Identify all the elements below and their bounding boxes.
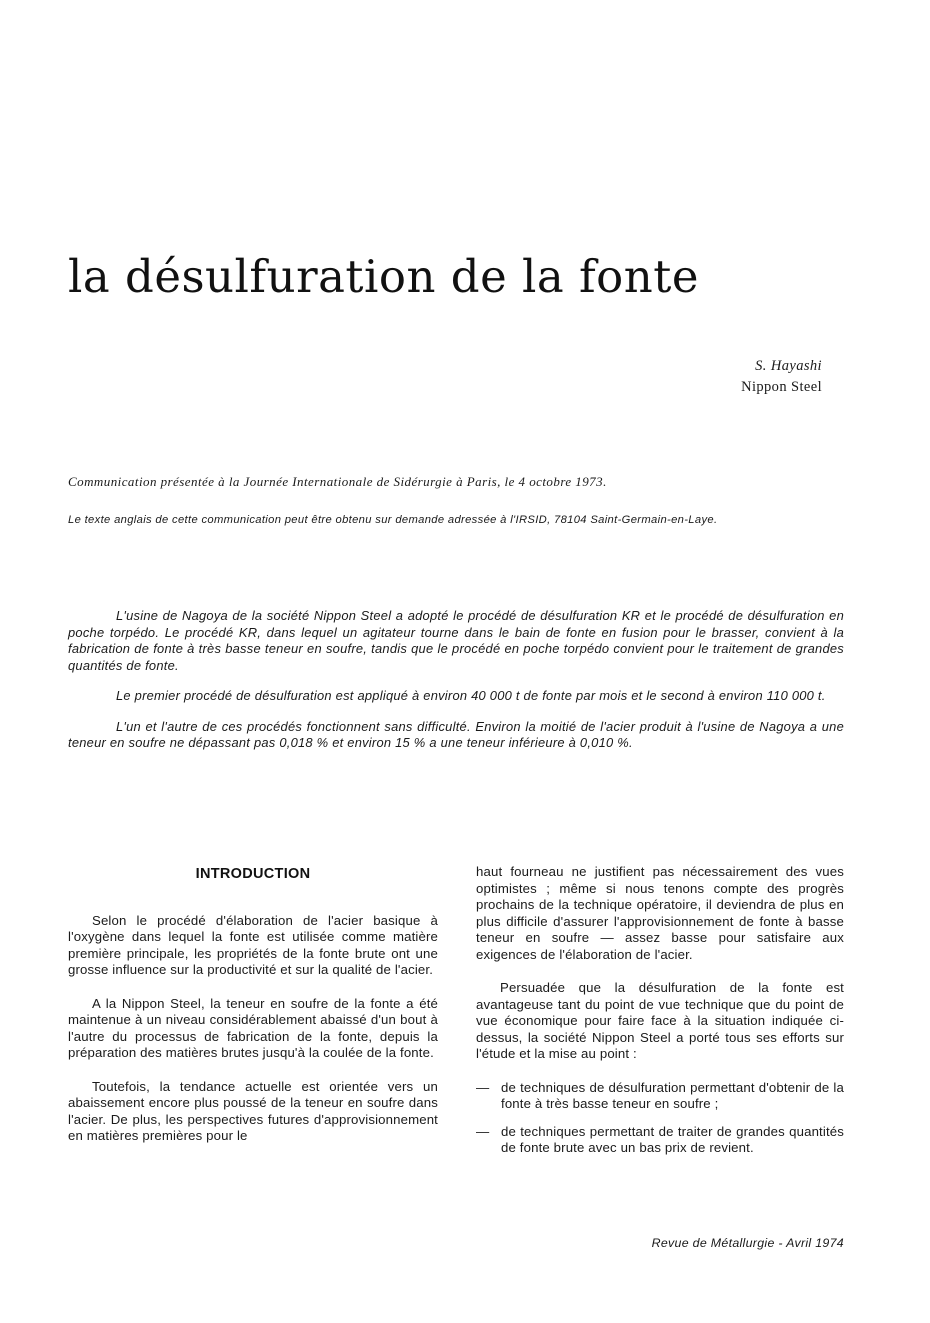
body-paragraph: Toutefois, la tendance actuelle est orientée vers un abaissement encore plus poussé de la teneur en soufre dans l'acier. De plus, les perspectives futures d'approvisionnement en matières premières pour le bbox=[68, 1078, 438, 1143]
dash-marker: — bbox=[476, 1079, 490, 1095]
body-paragraph: Selon le procédé d'élaboration de l'acier basique à l'oxygène dans lequel la fonte est utilisée comme matière première principale, les propriétés de la fonte brute ont une grosse influence sur la productivité et sur la qualité de l'acier. bbox=[68, 912, 438, 977]
abstract-paragraph: Le premier procédé de désulfuration est appliqué à environ 40 000 t de fonte par mois et le second à environ 110 000 t. bbox=[116, 688, 826, 703]
objectives-list bbox=[476, 1080, 844, 1157]
abstract-paragraph: L'un et l'autre de ces procédés fonctionnent sans difficulté. Environ la moitié de l'acier produit à l'usine de Nagoya a une teneur en soufre ne dépassant pas 0,018 % et environ 15 % a une teneur inférieure à 0,010 %. bbox=[68, 718, 844, 750]
body-paragraph-continuation: haut fourneau ne justifient pas nécessairement des vues optimistes ; même si nous tenons compte des progrès prochains de la technique opératoire, il deviendra de plus en plus difficile d'assurer l'approvisionnement de fonte à basse teneur en soufre — assez basse pour satisfaire aux exigences de l'élaboration de l'acier. bbox=[476, 864, 844, 962]
list-item-text: de techniques de désulfuration permettant d'obtenir de la fonte à très basse teneur en soufre ; bbox=[501, 1079, 844, 1111]
list-item bbox=[476, 1080, 844, 1113]
body-paragraph: Persuadée que la désulfuration de la fonte est avantageuse tant du point de vue technique que du point de vue économique pour faire face à la situation indiquée ci-dessus, la société Nippon Steel a porté tous ses efforts sur l'étude et la mise au point : bbox=[476, 980, 844, 1061]
section-heading-introduction: INTRODUCTION bbox=[195, 866, 311, 882]
list-item bbox=[476, 1124, 844, 1157]
right-column bbox=[476, 864, 844, 1168]
author-name: S. Hayashi bbox=[755, 358, 822, 374]
author-block bbox=[741, 356, 822, 398]
abstract-paragraph: L'usine de Nagoya de la société Nippon Steel a adopté le procédé de désulfuration KR et le procédé de désulfuration en poche torpédo. Le procédé KR, dans lequel un agitateur tourne dans le bain de fonte en fusion pour le brasser, convient à la fabrication de fonte à très basse teneur en soufre, tandis que le procédé en poche torpédo convient pour le traitement de grandes quantités de fonte. bbox=[68, 608, 844, 673]
body-paragraph: A la Nippon Steel, la teneur en soufre de la fonte a été maintenue à un niveau considérablement abaissé d'un bout à l'autre du processus de fabrication de la fonte, depuis la préparation des matières brutes jusqu'à la coulée de la fonte. bbox=[68, 995, 438, 1060]
journal-footer: Revue de Métallurgie - Avril 1974 bbox=[651, 1236, 844, 1250]
article-title: la désulfuration de la fonte bbox=[68, 250, 699, 303]
author-affiliation: Nippon Steel bbox=[741, 379, 822, 395]
abstract bbox=[68, 608, 844, 766]
dash-marker: — bbox=[476, 1123, 490, 1139]
communication-note: Communication présentée à la Journée Internationale de Sidérurgie à Paris, le 4 octobre 1973. bbox=[68, 474, 607, 489]
list-item-text: de techniques permettant de traiter de grandes quantités de fonte brute avec un bas prix de revient. bbox=[501, 1123, 844, 1155]
english-text-note: Le texte anglais de cette communication peut être obtenu sur demande adressée à l'IRSID, 78104 Saint-Germain-en-Laye. bbox=[68, 514, 718, 526]
left-column bbox=[68, 866, 438, 1162]
